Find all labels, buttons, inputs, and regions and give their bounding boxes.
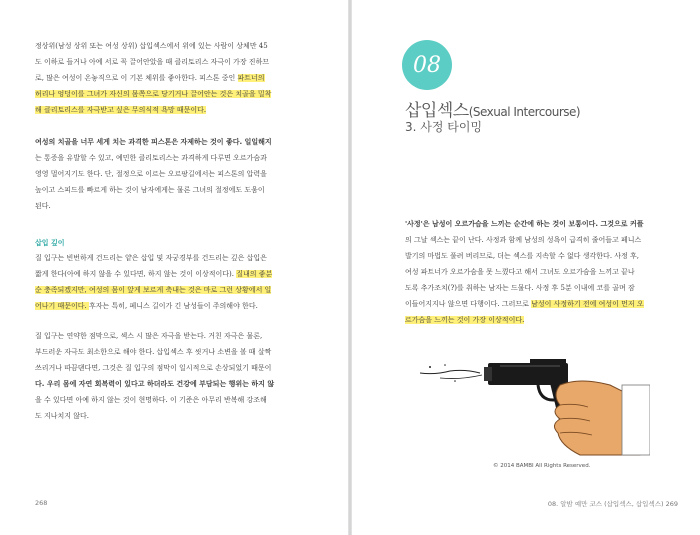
line: 된다. xyxy=(35,202,51,210)
line: 영영 멀어지기도 한다. 단, 절정으로 이르는 오르팡길에서는 피스톤의 압력을 xyxy=(35,170,267,178)
chapter-badge xyxy=(402,40,452,90)
line xyxy=(35,266,325,282)
gun-hand-illustration xyxy=(410,345,650,464)
highlight-text: 질내의 좋분 xyxy=(236,270,273,278)
line: 질 입구는 빈번하게 건드리는 얕은 삽입 및 자궁경부를 건드리는 깊은 삽입은 xyxy=(35,254,267,262)
paragraph-missionary xyxy=(35,38,325,118)
paragraph-depth xyxy=(35,250,325,314)
highlight-text: 르가슴을 느끼는 것이 가장 이상적이다. xyxy=(405,316,525,324)
highlight-text: 해 클리토리스를 자극받고 싶은 무의식적 욕망 때문이다. xyxy=(35,106,207,114)
line: 여성의 치골을 너무 세게 치는 과격한 피스톤은 자제하는 것이 좋다. 일일해지 xyxy=(35,138,272,146)
paragraph-ejaculation xyxy=(405,216,680,328)
line: 도 지나치지 않다. xyxy=(35,412,90,420)
line xyxy=(35,102,325,118)
page-number-left: 268 xyxy=(35,499,48,507)
line: 여성 파트너가 오르가슴을 못 느꼈다고 해서 그녀도 오르가슴을 느끼고 끝나 xyxy=(405,268,635,276)
line-text: 짧게 한다(아예 하지 않을 수 있다면, 하지 않는 것이 이상적이다). xyxy=(35,270,237,278)
title-english: (Sexual Intercourse) xyxy=(468,105,581,119)
highlight-text: 어나기 때문이다. xyxy=(35,302,90,310)
line: 도 이하로 들거나 아예 서로 꼭 끌어안았을 때 클리토리스 자극이 가장 진하므 xyxy=(35,58,270,66)
line-text: 후자는 특히, 페니스 길이가 긴 남성들이 주의해야 한다. xyxy=(89,302,258,310)
line: 도록 추가조치(?)를 취하는 남자는 드물다. 사정 후 5분 이내에 코를 골며 잠 xyxy=(405,284,635,292)
line: 질 입구는 연약한 점막으로, 섹스 시 많은 자극을 받는다. 거친 자극은 물론, xyxy=(35,332,263,340)
line xyxy=(405,312,680,328)
line: 는 통증을 유발할 수 있고, 예민한 클리토리스는 과격하게 다루면 오르가슴과 xyxy=(35,154,267,162)
line-text: 이들어지지나 않으면 다행이다. 그러므로 xyxy=(405,300,532,308)
line: '사정'은 남성이 오르가슴을 느끼는 순간에 하는 것이 보통이다. 그것으로 커플 xyxy=(405,220,644,228)
line: 다. 우리 몸에 자연 회복력이 있다고 하더라도 건강에 부담되는 행위는 하지 않 xyxy=(35,380,275,388)
page-footer-right: 08. 알밤 예만 코스 (삽입섹스, 삽입섹스) 269 xyxy=(547,500,678,508)
paragraph-entrance xyxy=(35,328,325,424)
section-subheading: 삽입 깊이 xyxy=(35,239,65,247)
highlight-text: 남성이 사정하기 전에 여성이 먼저 오 xyxy=(531,300,644,308)
line: 부드러운 자극도 최소한으로 해야 한다. 삽입섹스 후 씻거나 소변을 볼 때 살짝 xyxy=(35,348,272,356)
line xyxy=(35,70,325,86)
line xyxy=(35,86,325,102)
right-page xyxy=(350,0,700,535)
line: 쓰리거나 따끔댄다면, 그것은 질 입구의 점막이 일시적으로 손상되었기 때문이 xyxy=(35,364,272,372)
highlight-text: 파트너의 xyxy=(237,74,265,82)
line xyxy=(405,296,680,312)
section-title: 3. 사정 타이밍 xyxy=(405,120,483,134)
line-text: 로, 많은 여성이 온놓직으로 이 기본 체위를 좋아한다. 피스톤 중인 xyxy=(35,74,238,82)
gun-hand-icon xyxy=(410,345,650,460)
chapter-number: 08 xyxy=(413,52,441,78)
highlight-text: 순 충족되겠지만, 여성의 몸이 앞게 보르게 축내는 것은 마로 그런 상황에서 일 xyxy=(35,286,272,294)
line xyxy=(35,298,325,314)
line: 높이고 스피드를 빠르게 하는 것이 남자에게는 물론 그녀의 절정에도 도움이 xyxy=(35,186,265,194)
line: 발기의 마법도 풀려 버리므로, 더는 섹스를 지속할 수 없다 생각한다. 사정 후, xyxy=(405,252,640,260)
title-korean: 삽입섹스 xyxy=(405,101,469,121)
line: 정상위(남성 상위 또는 여성 상위) 삽입섹스에서 위에 있는 사람이 상체만 45 xyxy=(35,42,268,50)
paragraph-piston xyxy=(35,134,325,214)
line xyxy=(35,282,325,298)
copyright-notice: © 2014 BAMBI All Rights Reserved. xyxy=(493,463,591,469)
line: 을 수 있다면 아예 하지 않는 것이 현명하다. 이 기준은 아무리 반복해 강조해 xyxy=(35,396,267,404)
line: 의 그날 섹스는 끝이 난다. 사정과 함께 남성의 성욕이 급격히 줄어들고 페니스 xyxy=(405,236,642,244)
highlight-text: 허리나 엉덩이를 그녀가 자신의 몸쪽으로 당기거나 끌어안는 것은 치골을 밀착 xyxy=(35,90,272,98)
